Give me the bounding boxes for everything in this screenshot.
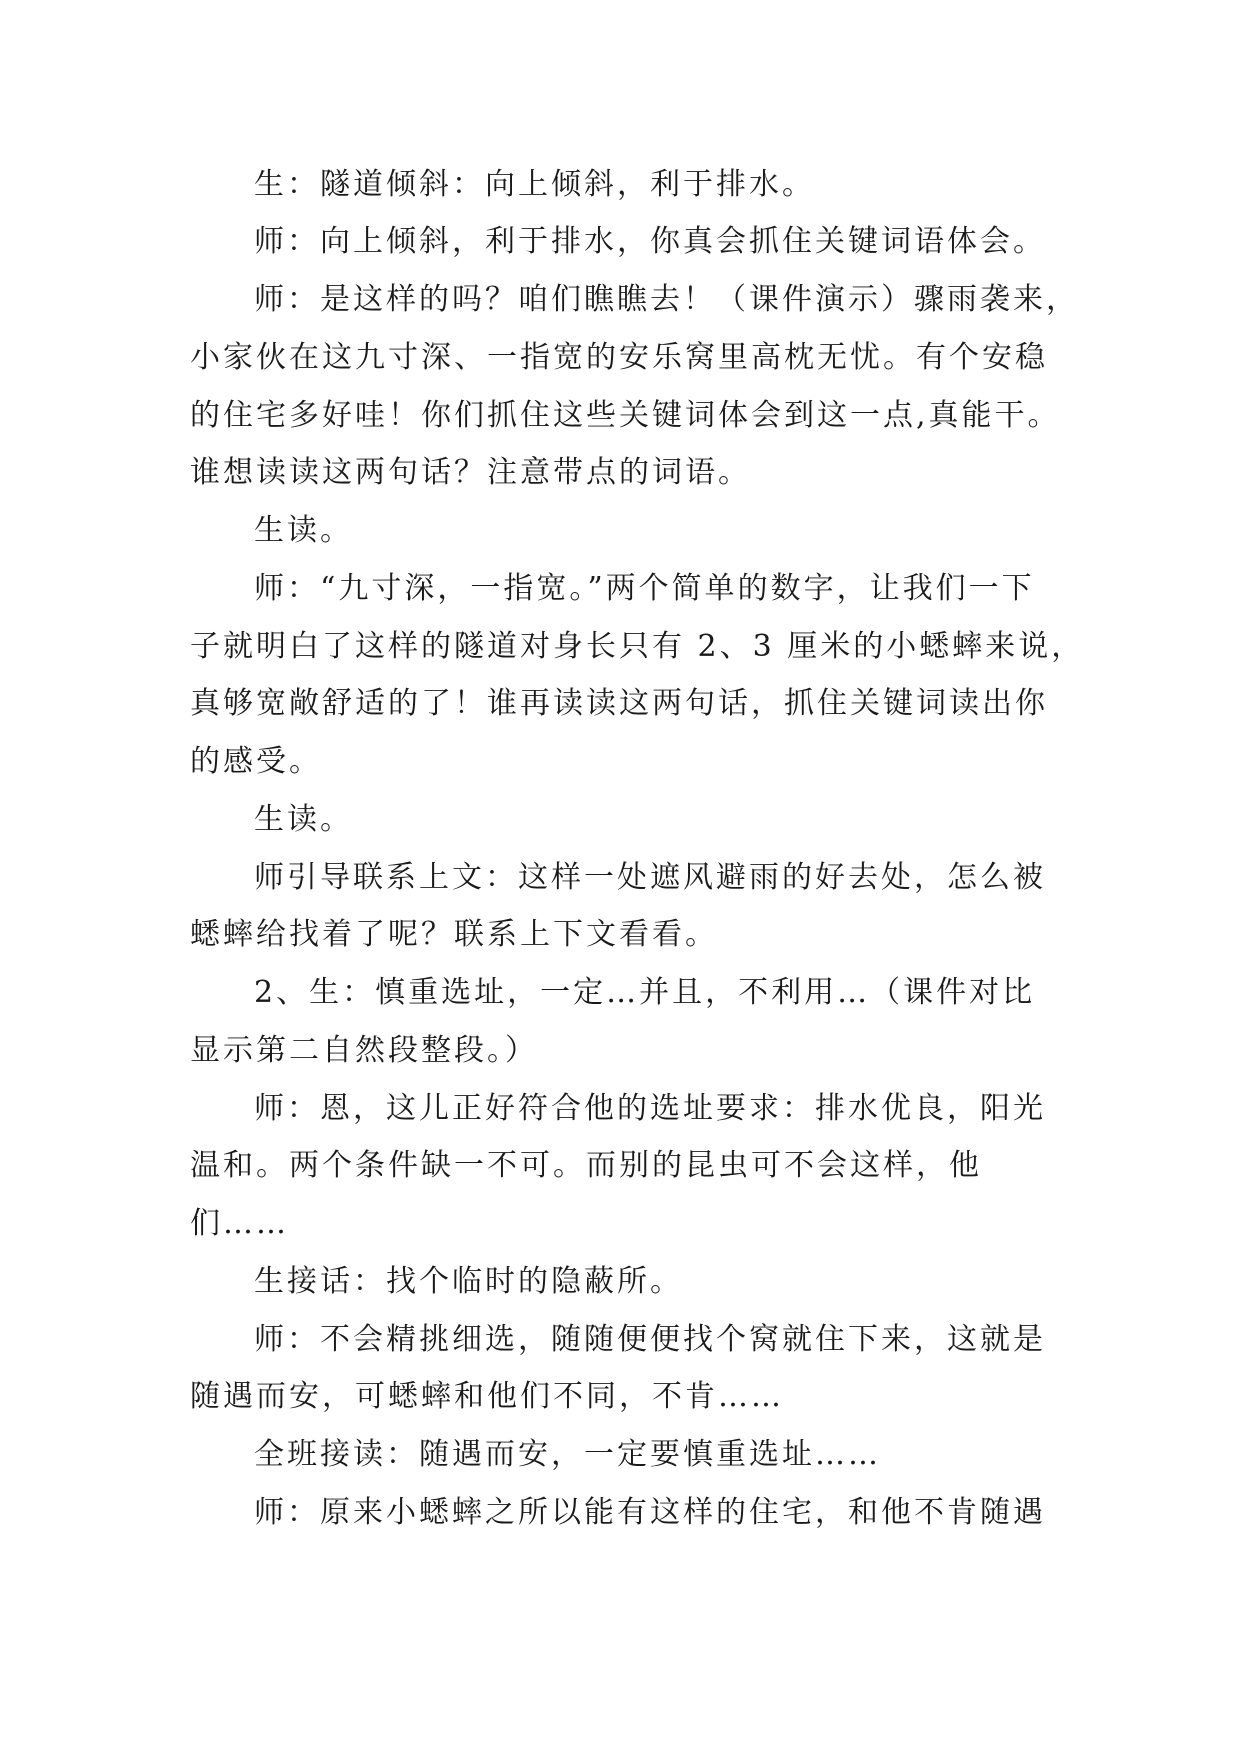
text-line: 真够宽敞舒适的了！谁再读读这两句话，抓住关键词读出你 [190, 686, 1048, 721]
text-line: 全班接读：随遇而安，一定要慎重选址…… [254, 1437, 881, 1472]
text-line: 师：是这样的吗？咱们瞧瞧去！（课件演示）骤雨袭来， [254, 282, 1079, 317]
text-line: 随遇而安，可蟋蟀和他们不同，不肯…… [190, 1379, 784, 1414]
text-line: 师：“九寸深，一指宽。”两个简单的数字，让我们一下 [254, 571, 1035, 606]
text-line: 子就明白了这样的隧道对身长只有 2、3 厘米的小蟋蟀来说， [190, 629, 1085, 664]
text-line: 师：恩，这儿正好符合他的选址要求：排水优良，阳光 [254, 1091, 1046, 1126]
text-line: 师：原来小蟋蟀之所以能有这样的住宅，和他不肯随遇 [254, 1495, 1046, 1530]
text-line: 蟋蟀给找着了呢？联系上下文看看。 [190, 917, 718, 952]
text-line: 小家伙在这九寸深、一指宽的安乐窝里高枕无忧。有个安稳 [190, 340, 1048, 375]
text-line: 的住宅多好哇！你们抓住这些关键词体会到这一点,真能干。 [190, 398, 1061, 433]
text-line: 生接话：找个临时的隐蔽所。 [254, 1264, 683, 1299]
text-line: 们…… [190, 1206, 289, 1241]
text-line: 生读。 [254, 802, 353, 837]
text-line: 生读。 [254, 513, 353, 548]
text-line: 2、生：慎重选址，一定…并且，不利用…（课件对比 [254, 975, 1036, 1010]
text-line: 师：向上倾斜，利于排水，你真会抓住关键词语体会。 [254, 224, 1046, 259]
text-line: 师引导联系上文：这样一处遮风避雨的好去处，怎么被 [254, 860, 1046, 895]
text-line: 显示第二自然段整段。） [190, 1033, 538, 1068]
text-line: 谁想读读这两句话？注意带点的词语。 [190, 455, 751, 490]
text-line: 师：不会精挑细选，随随便便找个窝就住下来，这就是 [254, 1322, 1046, 1357]
text-line: 的感受。 [190, 744, 322, 779]
text-line: 生：隧道倾斜：向上倾斜，利于排水。 [254, 167, 815, 202]
text-line: 温和。两个条件缺一不可。而别的昆虫可不会这样，他 [190, 1148, 982, 1183]
